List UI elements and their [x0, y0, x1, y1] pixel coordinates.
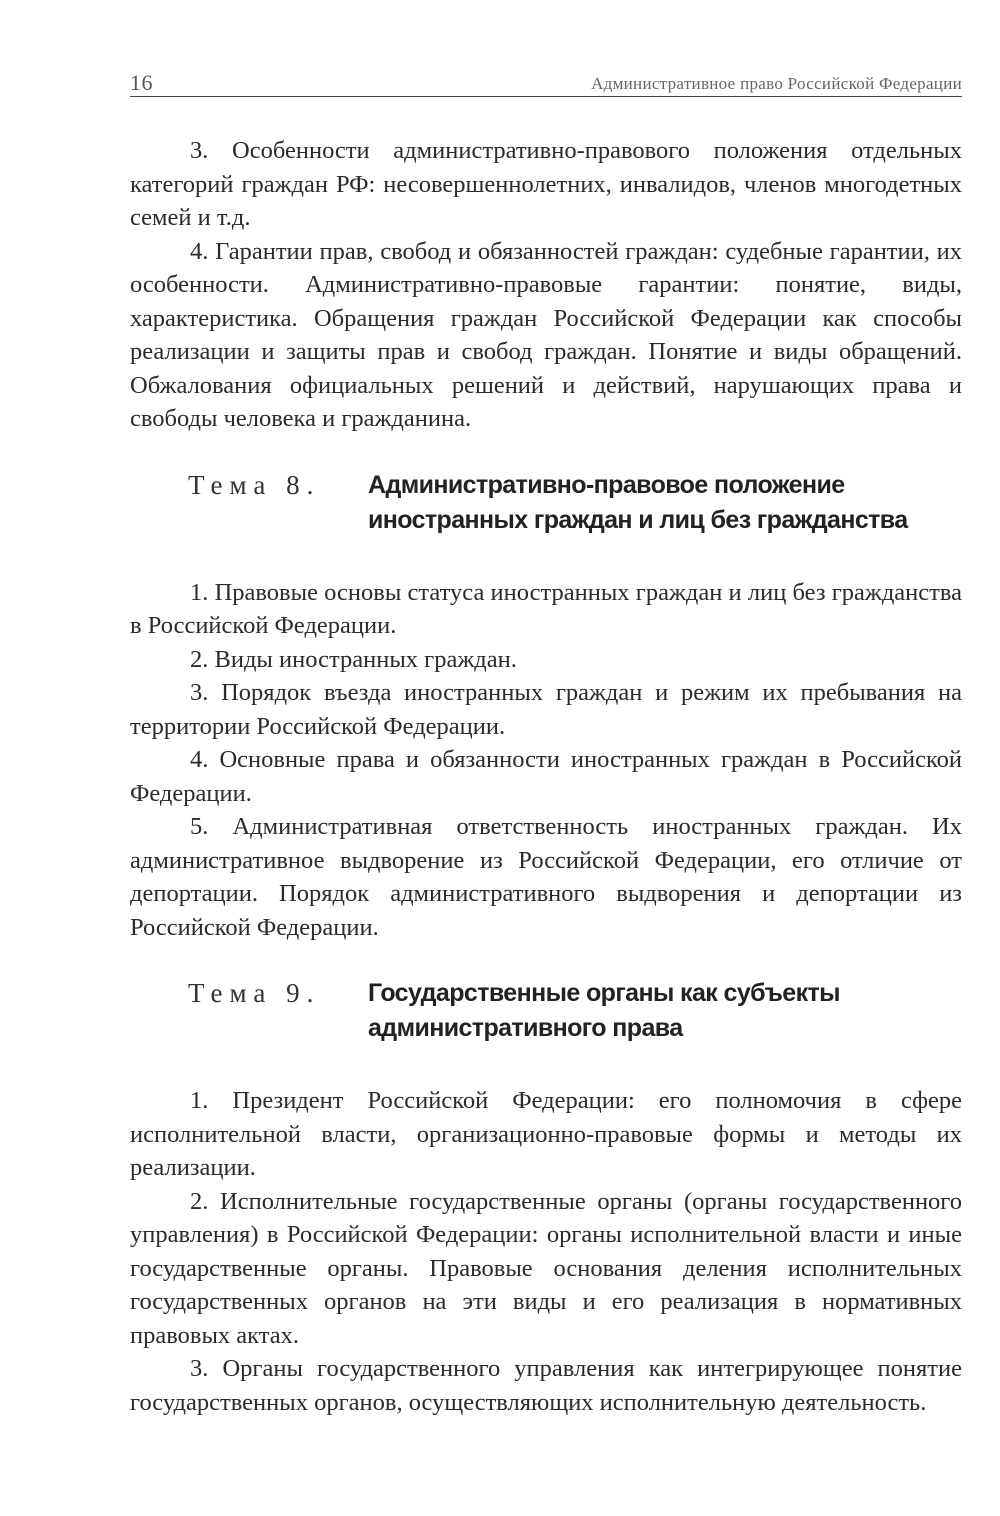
- topic-8-title: [368, 468, 962, 538]
- topic-8-title-line-2: иностранных граждан и лиц без гражданства: [368, 505, 908, 534]
- topic-8-heading: [130, 468, 962, 538]
- paragraph-3: 3. Особенности административно-правового положения отдельных категорий граждан РФ: несовершеннолетних, инвалидов, членов многодетных семей и т.д.: [130, 137, 962, 231]
- topic-9-title-line-2: административного права: [368, 1014, 683, 1042]
- topic-9-title-line-1: Государственные органы как субъекты: [368, 979, 840, 1007]
- topic-9-label: Тема 9.: [188, 978, 321, 1008]
- topic-8-label: Тема 8.: [188, 469, 321, 500]
- topic-8-item: 4. Основные права и обязанности иностранных граждан в Российской Федерации.: [130, 746, 962, 807]
- page-number: 16: [130, 70, 153, 95]
- topic-8-item: 5. Административная ответственность иностранных граждан. Их административное выдворение из Российской Федерации, его отличие от депортации. Порядок административного выдворения и депортации из Российской Федерации.: [130, 813, 962, 941]
- topic-8-title-line-1: Административно-правовое положение: [368, 470, 845, 499]
- topic-8-item: 2. Виды иностранных граждан.: [190, 645, 517, 673]
- topic-9-heading: [130, 976, 962, 1046]
- topic-9-title: [368, 976, 962, 1046]
- page-body: [130, 134, 962, 1419]
- running-title: Административное право Российской Федерации: [591, 74, 962, 93]
- paragraph-4: 4. Гарантии прав, свобод и обязанностей граждан: судебные гарантии, их особенности. Административно-правовые гарантии: понятие, виды, характеристика. Обращения граждан Российской Федерации как способы реализации и защиты прав и свобод граждан. Понятие и виды обращений. Обжалования официальных решений и действий, нарушающих права и свободы человека и гражданина.: [130, 237, 962, 432]
- topic-8-item: 1. Правовые основы статуса иностранных граждан и лиц без гражданства в Российской Федерации.: [130, 578, 962, 639]
- topic-9-item: 2. Исполнительные государственные органы (органы государственного управления) в Российской Федерации: органы исполнительной власти и иные государственные органы. Правовые основания деления исполнительных государственных органов на эти виды и его реализация в нормативных правовых актах.: [130, 1187, 962, 1349]
- topic-9-item: 3. Органы государственного управления как интегрирующее понятие государственных органов, осуществляющих исполнительную деятельность.: [130, 1355, 962, 1416]
- running-header: [130, 70, 962, 97]
- topic-8-item: 3. Порядок въезда иностранных граждан и режим их пребывания на территории Российской Федерации.: [130, 679, 962, 740]
- topic-9-item: 1. Президент Российской Федерации: его полномочия в сфере исполнительной власти, организационно-правовые формы и методы их реализации.: [130, 1087, 962, 1181]
